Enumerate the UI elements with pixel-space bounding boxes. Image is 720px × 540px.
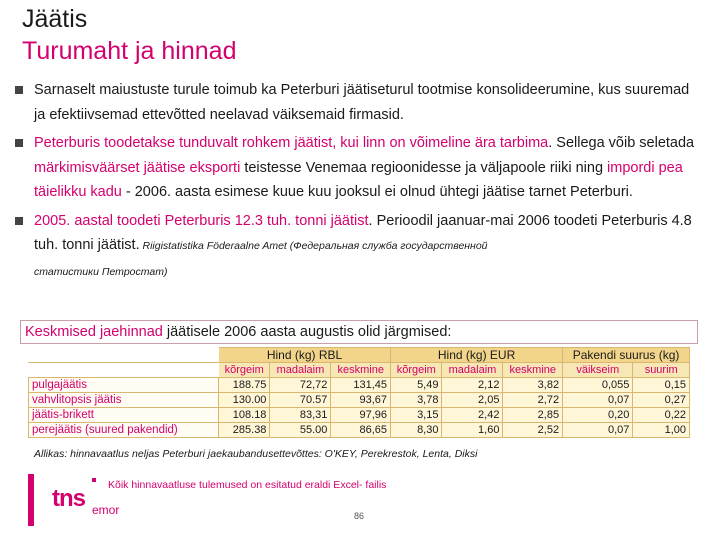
table-cell: 108.18: [219, 408, 270, 423]
row-label: perejäätis (suured pakendid): [29, 423, 219, 438]
bullet-consolidation: [14, 78, 704, 127]
table-cell: 0,07: [563, 393, 633, 408]
bullet-square-icon: [15, 86, 23, 94]
bullet-list: [14, 78, 704, 288]
table-cell: 2,12: [442, 378, 503, 393]
table-cell: 72,72: [270, 378, 331, 393]
column-header: suurim: [633, 363, 690, 378]
bullet-production: [14, 131, 704, 205]
bullet-text: teistesse Venemaa regioonidesse ja väljapoole riiki ning: [240, 159, 608, 176]
column-header: väikseim: [563, 363, 633, 378]
source-citation: статистики Петростат): [34, 265, 168, 278]
bullet-square-icon: [15, 139, 23, 147]
table-cell: 2,05: [442, 393, 503, 408]
table-cell: 285.38: [219, 423, 270, 438]
group-header-rbl: Hind (kg) RBL: [219, 348, 391, 363]
row-label: pulgajäätis: [29, 378, 219, 393]
table-corner: [29, 348, 219, 363]
table-group-header: [29, 348, 690, 363]
table-cell: 2,42: [442, 408, 503, 423]
table-cell: 0,22: [633, 408, 690, 423]
column-header: kõrgeim: [391, 363, 442, 378]
logo-bar: [28, 474, 34, 526]
bullet-square-icon: [15, 217, 23, 225]
slide-subtitle: Turumaht ja hinnad: [22, 37, 237, 65]
page-number: 86: [354, 511, 365, 521]
bullet-highlight: impordi pea täielikku kadu: [34, 159, 683, 200]
table-corner: [29, 363, 219, 378]
table-cell: 0,20: [563, 408, 633, 423]
table-cell: 97,96: [331, 408, 391, 423]
table-row: [29, 393, 690, 408]
table-cell: 2,85: [503, 408, 563, 423]
table-cell: 1,60: [442, 423, 503, 438]
group-header-eur: Hind (kg) EUR: [391, 348, 563, 363]
source-note: Allikas: hinnavaatlus neljas Peterburi jaekaubandusettevõttes: O'KEY, Perekrestok, Lenta, Diksi: [34, 448, 478, 460]
bullet-highlight: 2005. aastal toodeti Peterburis 12.3 tuh. tonni jäätist: [34, 212, 369, 229]
price-heading: [20, 320, 698, 344]
table-cell: 93,67: [331, 393, 391, 408]
logo-emor: emor: [92, 503, 120, 517]
column-header: kõrgeim: [219, 363, 270, 378]
table-cell: 188.75: [219, 378, 270, 393]
table-cell: 0,055: [563, 378, 633, 393]
bullet-text: Sarnaselt maiustuste turule toimub ka Peterburi jäätiseturul tootmise konsolideerumine, kus suuremad ja efektiivsemad ettevõtted neelavad väiksemaid firmasid.: [34, 82, 690, 123]
source-citation: Riigistatistika Föderaalne Amet (Федеральная служба государственной: [139, 240, 488, 252]
table-cell: 3,82: [503, 378, 563, 393]
table-cell: 0,15: [633, 378, 690, 393]
table-cell: 86,65: [331, 423, 391, 438]
bullet-highlight: märkimisväärset jäätise eksporti: [34, 159, 241, 176]
column-header: madalaim: [270, 363, 331, 378]
table-cell: 70.57: [270, 393, 331, 408]
table-row: [29, 378, 690, 393]
table-cell: 1,00: [633, 423, 690, 438]
price-table: [28, 347, 690, 438]
table-cell: 3,78: [391, 393, 442, 408]
logo-tns: tns: [52, 485, 85, 512]
column-header: keskmine: [331, 363, 391, 378]
table-cell: 83,31: [270, 408, 331, 423]
table-cell: 2,52: [503, 423, 563, 438]
table-cell: 55.00: [270, 423, 331, 438]
bullet-volume: [14, 209, 704, 285]
table-cell: 8,30: [391, 423, 442, 438]
bullet-text: . Sellega võib seletada: [548, 135, 695, 151]
table-cell: 3,15: [391, 408, 442, 423]
table-cell: 5,49: [391, 378, 442, 393]
table-sub-header: [29, 363, 690, 378]
table-cell: 0,27: [633, 393, 690, 408]
row-label: jäätis-brikett: [29, 408, 219, 423]
column-header: keskmine: [503, 363, 563, 378]
row-label: vahvlitopsis jäätis: [29, 393, 219, 408]
slide-title: Jäätis: [22, 5, 88, 33]
table-row: [29, 408, 690, 423]
column-header: madalaim: [442, 363, 503, 378]
logo-dot-icon: [92, 478, 96, 482]
group-header-package: Pakendi suurus (kg): [563, 348, 690, 363]
price-heading-highlight: Keskmised jaehinnad: [25, 324, 163, 340]
table-row: [29, 423, 690, 438]
table-cell: 130.00: [219, 393, 270, 408]
table-cell: 131,45: [331, 378, 391, 393]
bullet-text: - 2006. aasta esimese kuue kuu jooksul ei olnud ühtegi jäätise tarnet Peterburi.: [121, 184, 633, 200]
price-heading-text: jäätisele 2006 aasta augustis olid järgmised:: [162, 324, 452, 340]
bullet-text: . Perioodil jaanuar-mai 2006 toodeti Peterburis 4.8 tuh. tonni jäätist.: [34, 212, 692, 253]
table-cell: 2,72: [503, 393, 563, 408]
bullet-highlight: Peterburis toodetakse tunduvalt rohkem jäätist, kui linn on võimeline ära tarbima: [34, 135, 549, 151]
table-cell: 0,07: [563, 423, 633, 438]
excel-note: Kõik hinnavaatluse tulemused on esitatud eraldi Excel- failis: [108, 479, 387, 491]
